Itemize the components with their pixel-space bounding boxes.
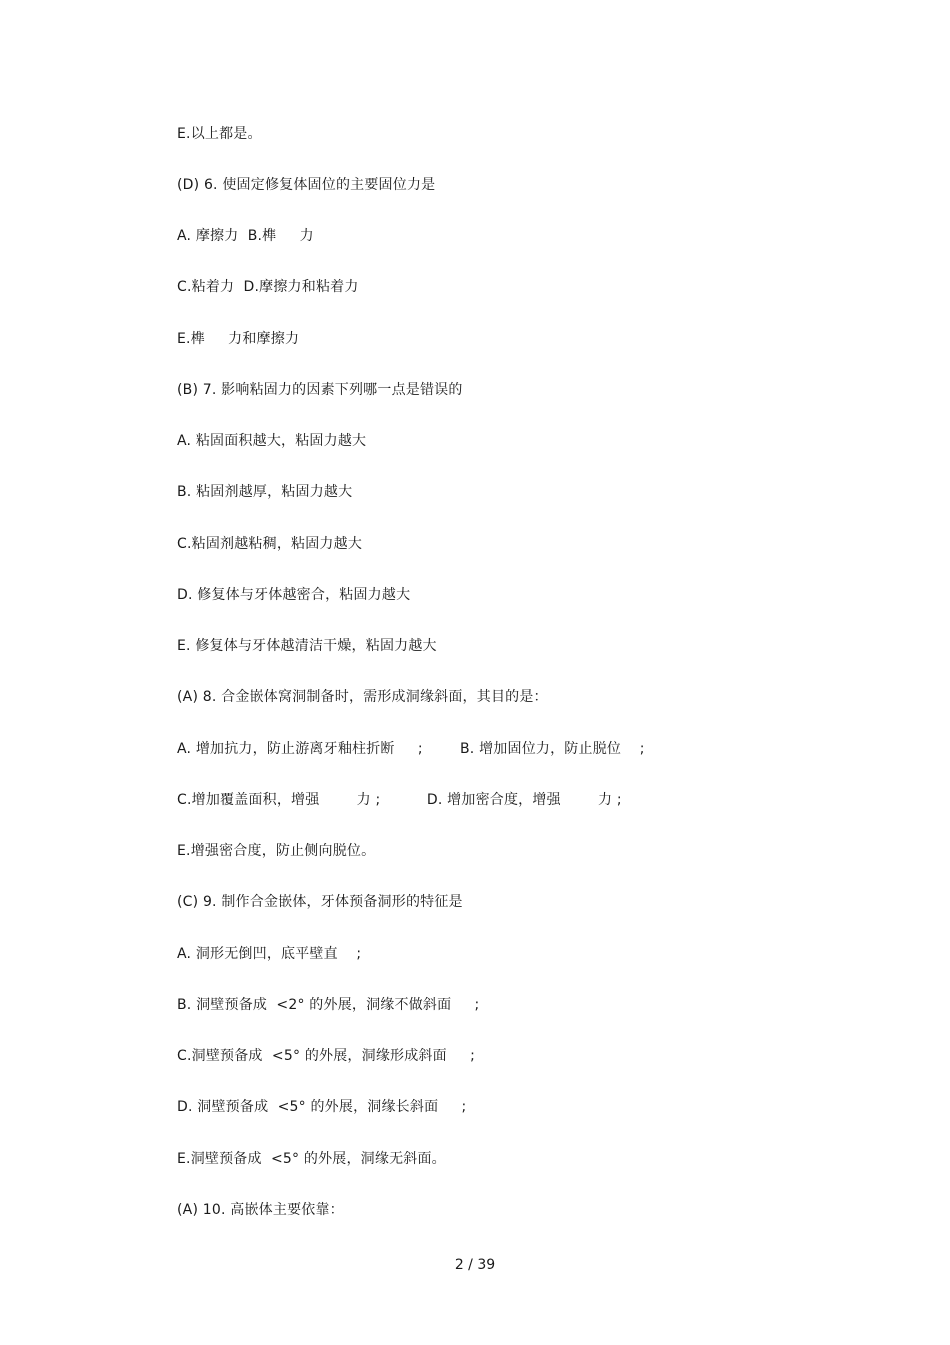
option-a-q7: A. 粘固面积越大，粘固力越大 bbox=[177, 433, 367, 449]
option-e-q9: E.洞壁预备成 <5° 的外展，洞缘无斜面。 bbox=[177, 1151, 446, 1167]
option-c-q7: C.粘固剂越粘稠，粘固力越大 bbox=[177, 536, 363, 552]
question-8: (A) 8. 合金嵌体窝洞制备时，需形成洞缘斜面，其目的是： bbox=[177, 689, 548, 705]
question-10: (A) 10. 高嵌体主要依靠： bbox=[177, 1202, 344, 1218]
options-c-d-q6: C.粘着力 D.摩擦力和粘着力 bbox=[177, 279, 359, 295]
page-number: 2 / 39 bbox=[454, 1257, 496, 1273]
option-e-q8: E.增强密合度，防止侧向脱位。 bbox=[177, 843, 376, 859]
options-c-d-q8: C.增加覆盖面积，增强 力 ; D. 增加密合度，增强 力 ; bbox=[177, 792, 622, 808]
question-6: (D) 6. 使固定修复体固位的主要固位力是 bbox=[177, 177, 436, 193]
options-a-b-q6: A. 摩擦力 B.榫 力 bbox=[177, 228, 314, 244]
option-a-q9: A. 洞形无倒凹，底平壁直 ; bbox=[177, 946, 362, 962]
question-9: (C) 9. 制作合金嵌体，牙体预备洞形的特征是 bbox=[177, 894, 463, 910]
option-e-q6: E.榫 力和摩擦力 bbox=[177, 331, 300, 347]
option-e-q5: E.以上都是。 bbox=[177, 126, 262, 142]
option-b-q9: B. 洞壁预备成 <2° 的外展，洞缘不做斜面 ; bbox=[177, 997, 480, 1013]
option-b-q7: B. 粘固剂越厚，粘固力越大 bbox=[177, 484, 353, 500]
option-d-q9: D. 洞壁预备成 <5° 的外展，洞缘长斜面 ; bbox=[177, 1099, 467, 1115]
option-c-q9: C.洞壁预备成 <5° 的外展，洞缘形成斜面 ; bbox=[177, 1048, 475, 1064]
options-a-b-q8: A. 增加抗力，防止游离牙釉柱折断 ; B. 增加固位力，防止脱位 ; bbox=[177, 741, 645, 757]
question-7: (B) 7. 影响粘固力的因素下列哪一点是错误的 bbox=[177, 382, 463, 398]
option-d-q7: D. 修复体与牙体越密合，粘固力越大 bbox=[177, 587, 411, 603]
option-e-q7: E. 修复体与牙体越清洁干燥，粘固力越大 bbox=[177, 638, 437, 654]
